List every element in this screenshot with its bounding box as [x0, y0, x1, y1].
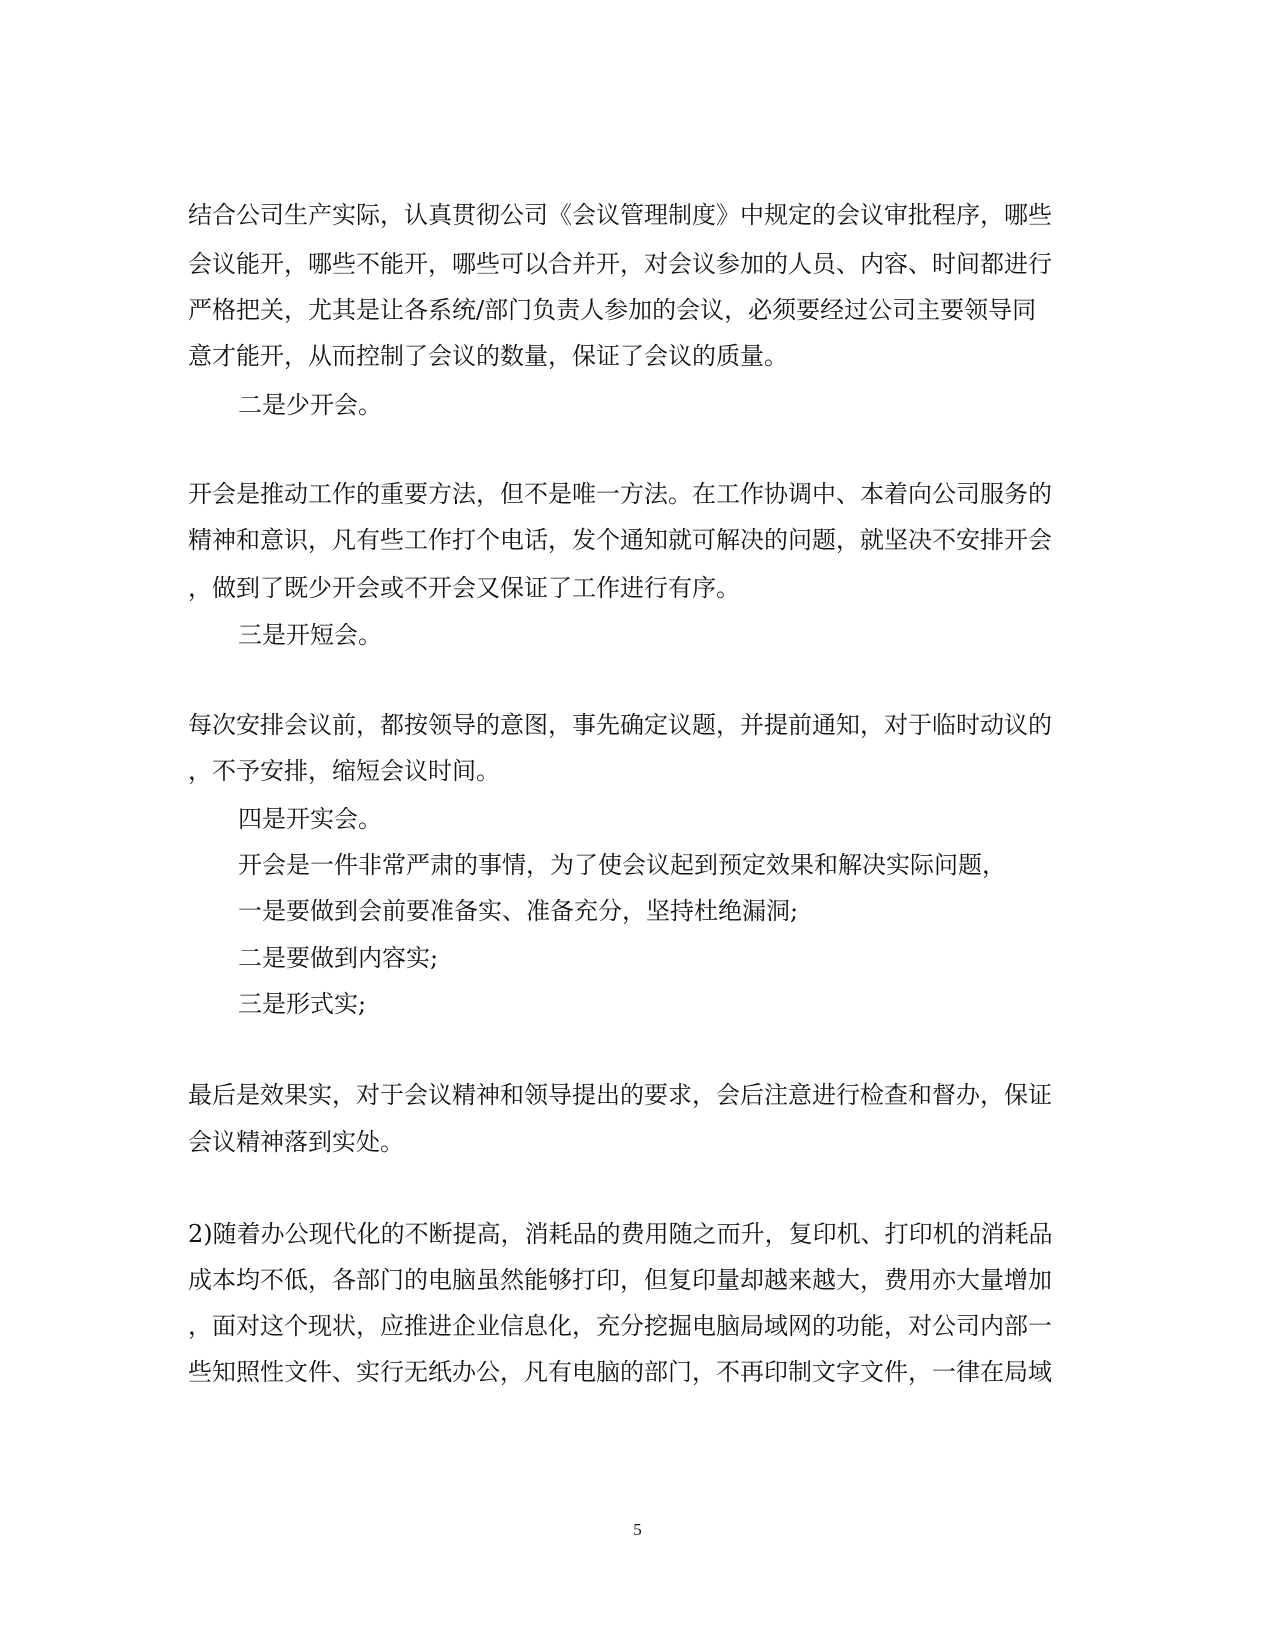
- body-line: 些知照性文件、实行无纸办公，凡有电脑的部门，不再印制文字文件，一律在局域: [188, 1358, 1052, 1386]
- body-line: 成本均不低，各部门的电脑虽然能够打印，但复印量却越来越大，费用亦大量增加: [188, 1266, 1052, 1294]
- body-line: 会议能开，哪些不能开，哪些可以合并开，对会议参加的人员、内容、时间都进行: [188, 250, 1052, 278]
- body-line: 开会是一件非常严肃的事情，为了使会议起到预定效果和解决实际问题，: [238, 851, 1006, 879]
- list-item: 一是要做到会前要准备实、准备充分，坚持杜绝漏洞;: [238, 897, 799, 925]
- body-line: 2)随着办公现代化的不断提高，消耗品的费用随之而升，复印机、打印机的消耗品: [188, 1220, 1053, 1248]
- body-line: ，不予安排，缩短会议时间。: [188, 757, 500, 785]
- body-line: 严格把关，尤其是让各系统/部门负责人参加的会议，必须要经过公司主要领导同: [188, 296, 1037, 324]
- body-line: 会议精神落到实处。: [188, 1128, 404, 1156]
- body-line: 每次安排会议前，都按领导的意图，事先确定议题，并提前通知，对于临时动议的: [188, 711, 1052, 739]
- body-line: ，做到了既少开会或不开会又保证了工作进行有序。: [188, 574, 740, 602]
- body-line: 最后是效果实，对于会议精神和领导提出的要求，会后注意进行检查和督办，保证: [188, 1081, 1052, 1109]
- body-line: 意才能开，从而控制了会议的数量，保证了会议的质量。: [188, 342, 788, 370]
- section-heading: 三是开短会。: [238, 621, 382, 649]
- body-line: ，面对这个现状，应推进企业信息化，充分挖掘电脑局域网的功能，对公司内部一: [188, 1312, 1052, 1340]
- section-heading: 四是开实会。: [238, 805, 382, 833]
- list-item: 三是形式实;: [238, 990, 367, 1018]
- page-number: 5: [633, 1520, 642, 1539]
- list-item: 二是要做到内容实;: [238, 944, 439, 972]
- body-line: 结合公司生产实际，认真贯彻公司《会议管理制度》中规定的会议审批程序，哪些: [188, 201, 1052, 229]
- body-line: 精神和意识，凡有些工作打个电话，发个通知就可解决的问题，就坚决不安排开会: [188, 526, 1052, 554]
- body-line: 开会是推动工作的重要方法，但不是唯一方法。在工作协调中、本着向公司服务的: [188, 480, 1052, 508]
- section-heading: 二是少开会。: [238, 391, 382, 419]
